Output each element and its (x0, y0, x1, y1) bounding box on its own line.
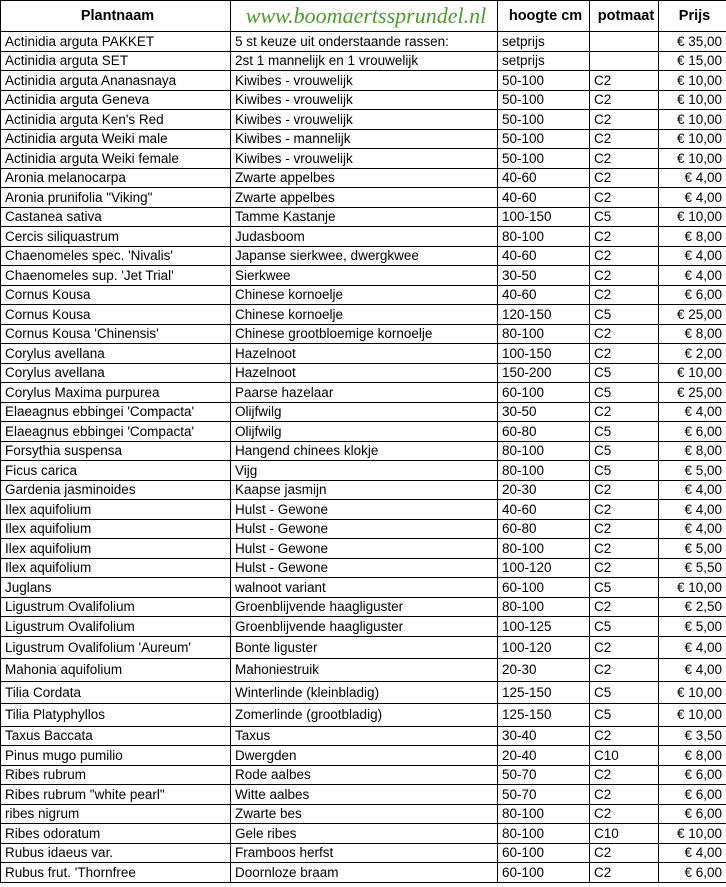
height-cell: setprijs (498, 51, 590, 71)
height-cell: 20-30 (498, 659, 590, 682)
description-cell: walnoot variant (231, 578, 498, 598)
description-cell: Hulst - Gewone (231, 519, 498, 539)
table-row (1, 71, 726, 91)
plant-name-cell: Aronia melanocarpa (1, 168, 231, 188)
table-row (1, 324, 726, 344)
price-cell: € 4,00 (659, 843, 726, 863)
description-cell: Zwarte appelbes (231, 188, 498, 208)
table-row (1, 32, 726, 52)
plant-name-cell: Ilex aquifolium (1, 539, 231, 559)
price-cell: € 4,00 (659, 402, 726, 422)
price-cell: € 25,00 (659, 305, 726, 325)
description-cell: Kaapse jasmijn (231, 480, 498, 500)
price-cell: € 5,00 (659, 461, 726, 481)
price-cell: € 6,00 (659, 804, 726, 824)
description-cell: Doornloze braam (231, 863, 498, 883)
pot-size-cell: C5 (590, 704, 659, 727)
pot-size-cell: C2 (590, 266, 659, 286)
height-cell: 100-150 (498, 344, 590, 364)
price-cell: € 4,00 (659, 659, 726, 682)
plant-name-cell: Ribes odoratum (1, 824, 231, 844)
height-cell: 125-150 (498, 704, 590, 727)
price-cell: € 10,00 (659, 704, 726, 727)
description-cell: Chinese kornoelje (231, 285, 498, 305)
table-row (1, 558, 726, 578)
description-cell: Mahoniestruik (231, 659, 498, 682)
description-cell: Winterlinde (kleinbladig) (231, 681, 498, 704)
table-row (1, 704, 726, 727)
price-cell: € 4,00 (659, 636, 726, 659)
pot-size-cell: C2 (590, 863, 659, 883)
description-cell: Judasboom (231, 227, 498, 247)
pot-size-cell: C5 (590, 383, 659, 403)
description-cell: Zwarte appelbes (231, 168, 498, 188)
pot-size-cell: C5 (590, 441, 659, 461)
pot-size-cell (590, 32, 659, 52)
height-cell: 80-100 (498, 227, 590, 247)
price-cell: € 2,50 (659, 597, 726, 617)
height-cell: 40-60 (498, 246, 590, 266)
table-row (1, 344, 726, 364)
height-cell: 40-60 (498, 285, 590, 305)
price-cell: € 10,00 (659, 363, 726, 383)
pot-size-cell: C2 (590, 168, 659, 188)
height-cell: 30-50 (498, 266, 590, 286)
pot-size-cell: C2 (590, 804, 659, 824)
height-cell: 60-80 (498, 422, 590, 442)
pot-size-cell: C2 (590, 402, 659, 422)
plant-name-cell: Gardenia jasminoides (1, 480, 231, 500)
plant-name-cell: Actinidia arguta Weiki female (1, 149, 231, 169)
table-row (1, 110, 726, 130)
price-cell: € 6,00 (659, 765, 726, 785)
price-cell: € 3,50 (659, 726, 726, 746)
pot-size-cell: C2 (590, 149, 659, 169)
plant-name-cell: Cornus Kousa 'Chinensis' (1, 324, 231, 344)
pot-size-cell: C2 (590, 480, 659, 500)
table-row (1, 285, 726, 305)
table-row (1, 188, 726, 208)
height-cell: 80-100 (498, 441, 590, 461)
price-cell: € 10,00 (659, 90, 726, 110)
description-cell: Hulst - Gewone (231, 500, 498, 520)
table-row (1, 578, 726, 598)
description-cell: Paarse hazelaar (231, 383, 498, 403)
height-cell: 80-100 (498, 461, 590, 481)
height-cell: 60-100 (498, 578, 590, 598)
pot-size-cell: C2 (590, 71, 659, 91)
table-row (1, 500, 726, 520)
height-cell: 80-100 (498, 597, 590, 617)
description-cell: Chinese kornoelje (231, 305, 498, 325)
price-cell: € 4,00 (659, 500, 726, 520)
header-pot-size: potmaat (590, 1, 659, 32)
height-cell: 40-60 (498, 500, 590, 520)
plant-name-cell: Tilia Cordata (1, 681, 231, 704)
description-cell: Kiwibes - vrouwelijk (231, 110, 498, 130)
price-cell: € 10,00 (659, 207, 726, 227)
description-cell: Hazelnoot (231, 363, 498, 383)
description-cell: Japanse sierkwee, dwergkwee (231, 246, 498, 266)
height-cell: 100-120 (498, 636, 590, 659)
pot-size-cell: C5 (590, 617, 659, 637)
header-row (1, 1, 726, 32)
plant-name-cell: Ligustrum Ovalifolium (1, 617, 231, 637)
price-cell: € 8,00 (659, 746, 726, 766)
table-row (1, 765, 726, 785)
plant-name-cell: Chaenomeles sup. 'Jet Trial' (1, 266, 231, 286)
plant-name-cell: Actinidia arguta Geneva (1, 90, 231, 110)
plant-name-cell: Rubus idaeus var. (1, 843, 231, 863)
description-cell: Zwarte bes (231, 804, 498, 824)
table-row (1, 266, 726, 286)
plant-name-cell: Corylus avellana (1, 363, 231, 383)
table-row (1, 681, 726, 704)
plant-name-cell: Pinus mugo pumilio (1, 746, 231, 766)
table-row (1, 636, 726, 659)
height-cell: 100-150 (498, 207, 590, 227)
table-row (1, 422, 726, 442)
description-cell: Tamme Kastanje (231, 207, 498, 227)
pot-size-cell: C2 (590, 843, 659, 863)
plant-name-cell: Tilia Platyphyllos (1, 704, 231, 727)
description-cell: Kiwibes - vrouwelijk (231, 90, 498, 110)
pot-size-cell: C2 (590, 765, 659, 785)
price-cell: € 4,00 (659, 480, 726, 500)
pot-size-cell: C2 (590, 90, 659, 110)
price-cell: € 35,00 (659, 32, 726, 52)
pot-size-cell: C5 (590, 578, 659, 598)
table-row (1, 539, 726, 559)
pot-size-cell: C2 (590, 344, 659, 364)
height-cell: 20-40 (498, 746, 590, 766)
price-cell: € 4,00 (659, 246, 726, 266)
plant-name-cell: Forsythia suspensa (1, 441, 231, 461)
price-cell: € 5,00 (659, 539, 726, 559)
description-cell: Bonte liguster (231, 636, 498, 659)
height-cell: 30-40 (498, 726, 590, 746)
price-cell: € 10,00 (659, 71, 726, 91)
height-cell: 80-100 (498, 324, 590, 344)
height-cell: 60-100 (498, 863, 590, 883)
price-cell: € 10,00 (659, 149, 726, 169)
price-cell: € 10,00 (659, 129, 726, 149)
table-row (1, 383, 726, 403)
website-title: www.boomaertssprundel.nl (231, 1, 498, 32)
pot-size-cell: C5 (590, 461, 659, 481)
pot-size-cell: C2 (590, 285, 659, 305)
table-row (1, 843, 726, 863)
plant-name-cell: Cercis siliquastrum (1, 227, 231, 247)
height-cell: 60-100 (498, 843, 590, 863)
height-cell: 100-120 (498, 558, 590, 578)
price-cell: € 10,00 (659, 110, 726, 130)
description-cell: Hulst - Gewone (231, 539, 498, 559)
height-cell: 50-70 (498, 765, 590, 785)
height-cell: 125-150 (498, 681, 590, 704)
plant-name-cell: Corylus Maxima purpurea (1, 383, 231, 403)
height-cell: 20-30 (498, 480, 590, 500)
height-cell: 60-80 (498, 519, 590, 539)
pot-size-cell: C2 (590, 558, 659, 578)
height-cell: 50-100 (498, 129, 590, 149)
plant-name-cell: Ilex aquifolium (1, 500, 231, 520)
height-cell: 30-50 (498, 402, 590, 422)
description-cell: 2st 1 mannelijk en 1 vrouwelijk (231, 51, 498, 71)
price-cell: € 25,00 (659, 383, 726, 403)
table-row (1, 480, 726, 500)
price-cell: € 2,00 (659, 344, 726, 364)
description-cell: Rode aalbes (231, 765, 498, 785)
price-cell: € 5,00 (659, 617, 726, 637)
plant-name-cell: Actinidia arguta Ananasnaya (1, 71, 231, 91)
table-row (1, 227, 726, 247)
table-row (1, 363, 726, 383)
table-row (1, 207, 726, 227)
pot-size-cell: C2 (590, 597, 659, 617)
height-cell: 50-70 (498, 785, 590, 805)
height-cell: 50-100 (498, 149, 590, 169)
pot-size-cell: C2 (590, 539, 659, 559)
height-cell: 40-60 (498, 188, 590, 208)
pot-size-cell: C2 (590, 500, 659, 520)
table-row (1, 804, 726, 824)
description-cell: Kiwibes - vrouwelijk (231, 149, 498, 169)
height-cell: 100-125 (498, 617, 590, 637)
plant-name-cell: Ilex aquifolium (1, 558, 231, 578)
price-cell: € 10,00 (659, 681, 726, 704)
plant-name-cell: Ligustrum Ovalifolium (1, 597, 231, 617)
price-cell: € 8,00 (659, 324, 726, 344)
pot-size-cell: C5 (590, 422, 659, 442)
plant-name-cell: Actinidia arguta PAKKET (1, 32, 231, 52)
plant-name-cell: Rubus frut. 'Thornfree (1, 863, 231, 883)
description-cell: Groenblijvende haagliguster (231, 617, 498, 637)
description-cell: Sierkwee (231, 266, 498, 286)
table-row (1, 617, 726, 637)
pot-size-cell: C2 (590, 785, 659, 805)
description-cell: 5 st keuze uit onderstaande rassen: (231, 32, 498, 52)
table-row (1, 746, 726, 766)
pot-size-cell: C2 (590, 246, 659, 266)
table-row (1, 519, 726, 539)
price-cell: € 4,00 (659, 168, 726, 188)
pot-size-cell: C2 (590, 324, 659, 344)
pot-size-cell: C5 (590, 363, 659, 383)
plant-name-cell: Cornus Kousa (1, 285, 231, 305)
description-cell: Framboos herfst (231, 843, 498, 863)
plant-name-cell: Ficus carica (1, 461, 231, 481)
plant-name-cell: Castanea sativa (1, 207, 231, 227)
table-row (1, 863, 726, 883)
pot-size-cell: C5 (590, 681, 659, 704)
price-cell: € 6,00 (659, 422, 726, 442)
table-row (1, 168, 726, 188)
description-cell: Vijg (231, 461, 498, 481)
height-cell: 40-60 (498, 168, 590, 188)
description-cell: Hulst - Gewone (231, 558, 498, 578)
table-row (1, 824, 726, 844)
description-cell: Hazelnoot (231, 344, 498, 364)
pot-size-cell: C2 (590, 227, 659, 247)
pot-size-cell: C2 (590, 659, 659, 682)
plant-name-cell: Corylus avellana (1, 344, 231, 364)
header-price: Prijs (659, 1, 726, 32)
header-plant-name: Plantnaam (1, 1, 231, 32)
table-row (1, 90, 726, 110)
pot-size-cell (590, 51, 659, 71)
table-row (1, 305, 726, 325)
description-cell: Gele ribes (231, 824, 498, 844)
table-row (1, 129, 726, 149)
height-cell: 80-100 (498, 824, 590, 844)
pot-size-cell: C10 (590, 824, 659, 844)
pot-size-cell: C2 (590, 636, 659, 659)
description-cell: Groenblijvende haagliguster (231, 597, 498, 617)
price-cell: € 6,00 (659, 785, 726, 805)
price-cell: € 8,00 (659, 227, 726, 247)
pot-size-cell: C2 (590, 726, 659, 746)
plant-name-cell: Taxus Baccata (1, 726, 231, 746)
price-cell: € 15,00 (659, 51, 726, 71)
description-cell: Dwergden (231, 746, 498, 766)
plant-name-cell: ribes nigrum (1, 804, 231, 824)
height-cell: 120-150 (498, 305, 590, 325)
pot-size-cell: C2 (590, 110, 659, 130)
table-row (1, 441, 726, 461)
table-row (1, 402, 726, 422)
table-row (1, 726, 726, 746)
table-row (1, 659, 726, 682)
plant-name-cell: Ribes rubrum (1, 765, 231, 785)
height-cell: 50-100 (498, 71, 590, 91)
price-cell: € 10,00 (659, 824, 726, 844)
price-cell: € 6,00 (659, 285, 726, 305)
description-cell: Witte aalbes (231, 785, 498, 805)
price-cell: € 5,50 (659, 558, 726, 578)
table-row (1, 149, 726, 169)
price-cell: € 6,00 (659, 863, 726, 883)
plant-name-cell: Actinidia arguta SET (1, 51, 231, 71)
description-cell: Hangend chinees klokje (231, 441, 498, 461)
plant-name-cell: Actinidia arguta Weiki male (1, 129, 231, 149)
plant-name-cell: Juglans (1, 578, 231, 598)
description-cell: Kiwibes - vrouwelijk (231, 71, 498, 91)
description-cell: Taxus (231, 726, 498, 746)
plant-name-cell: Elaeagnus ebbingei 'Compacta' (1, 402, 231, 422)
table-row (1, 597, 726, 617)
description-cell: Chinese grootbloemige kornoelje (231, 324, 498, 344)
plant-name-cell: Ilex aquifolium (1, 519, 231, 539)
description-cell: Olijfwilg (231, 402, 498, 422)
header-height: hoogte cm (498, 1, 590, 32)
plant-name-cell: Ribes rubrum "white pearl" (1, 785, 231, 805)
table-row (1, 51, 726, 71)
height-cell: 60-100 (498, 383, 590, 403)
price-cell: € 4,00 (659, 188, 726, 208)
height-cell: 50-100 (498, 110, 590, 130)
plant-name-cell: Cornus Kousa (1, 305, 231, 325)
price-cell: € 4,00 (659, 519, 726, 539)
pot-size-cell: C10 (590, 746, 659, 766)
plant-name-cell: Chaenomeles spec. 'Nivalis' (1, 246, 231, 266)
pot-size-cell: C5 (590, 207, 659, 227)
height-cell: 80-100 (498, 539, 590, 559)
plant-name-cell: Ligustrum Ovalifolium 'Aureum' (1, 636, 231, 659)
table-row (1, 246, 726, 266)
table-row (1, 785, 726, 805)
table-row (1, 461, 726, 481)
price-cell: € 8,00 (659, 441, 726, 461)
pot-size-cell: C5 (590, 305, 659, 325)
price-cell: € 10,00 (659, 578, 726, 598)
plant-name-cell: Mahonia aquifolium (1, 659, 231, 682)
pot-size-cell: C2 (590, 188, 659, 208)
height-cell: 50-100 (498, 90, 590, 110)
height-cell: 80-100 (498, 804, 590, 824)
description-cell: Zomerlinde (grootbladig) (231, 704, 498, 727)
plant-name-cell: Elaeagnus ebbingei 'Compacta' (1, 422, 231, 442)
price-cell: € 4,00 (659, 266, 726, 286)
pot-size-cell: C2 (590, 519, 659, 539)
height-cell: setprijs (498, 32, 590, 52)
description-cell: Olijfwilg (231, 422, 498, 442)
plant-name-cell: Aronia prunifolia "Viking" (1, 188, 231, 208)
plant-name-cell: Actinidia arguta Ken's Red (1, 110, 231, 130)
description-cell: Kiwibes - mannelijk (231, 129, 498, 149)
pot-size-cell: C2 (590, 129, 659, 149)
height-cell: 150-200 (498, 363, 590, 383)
